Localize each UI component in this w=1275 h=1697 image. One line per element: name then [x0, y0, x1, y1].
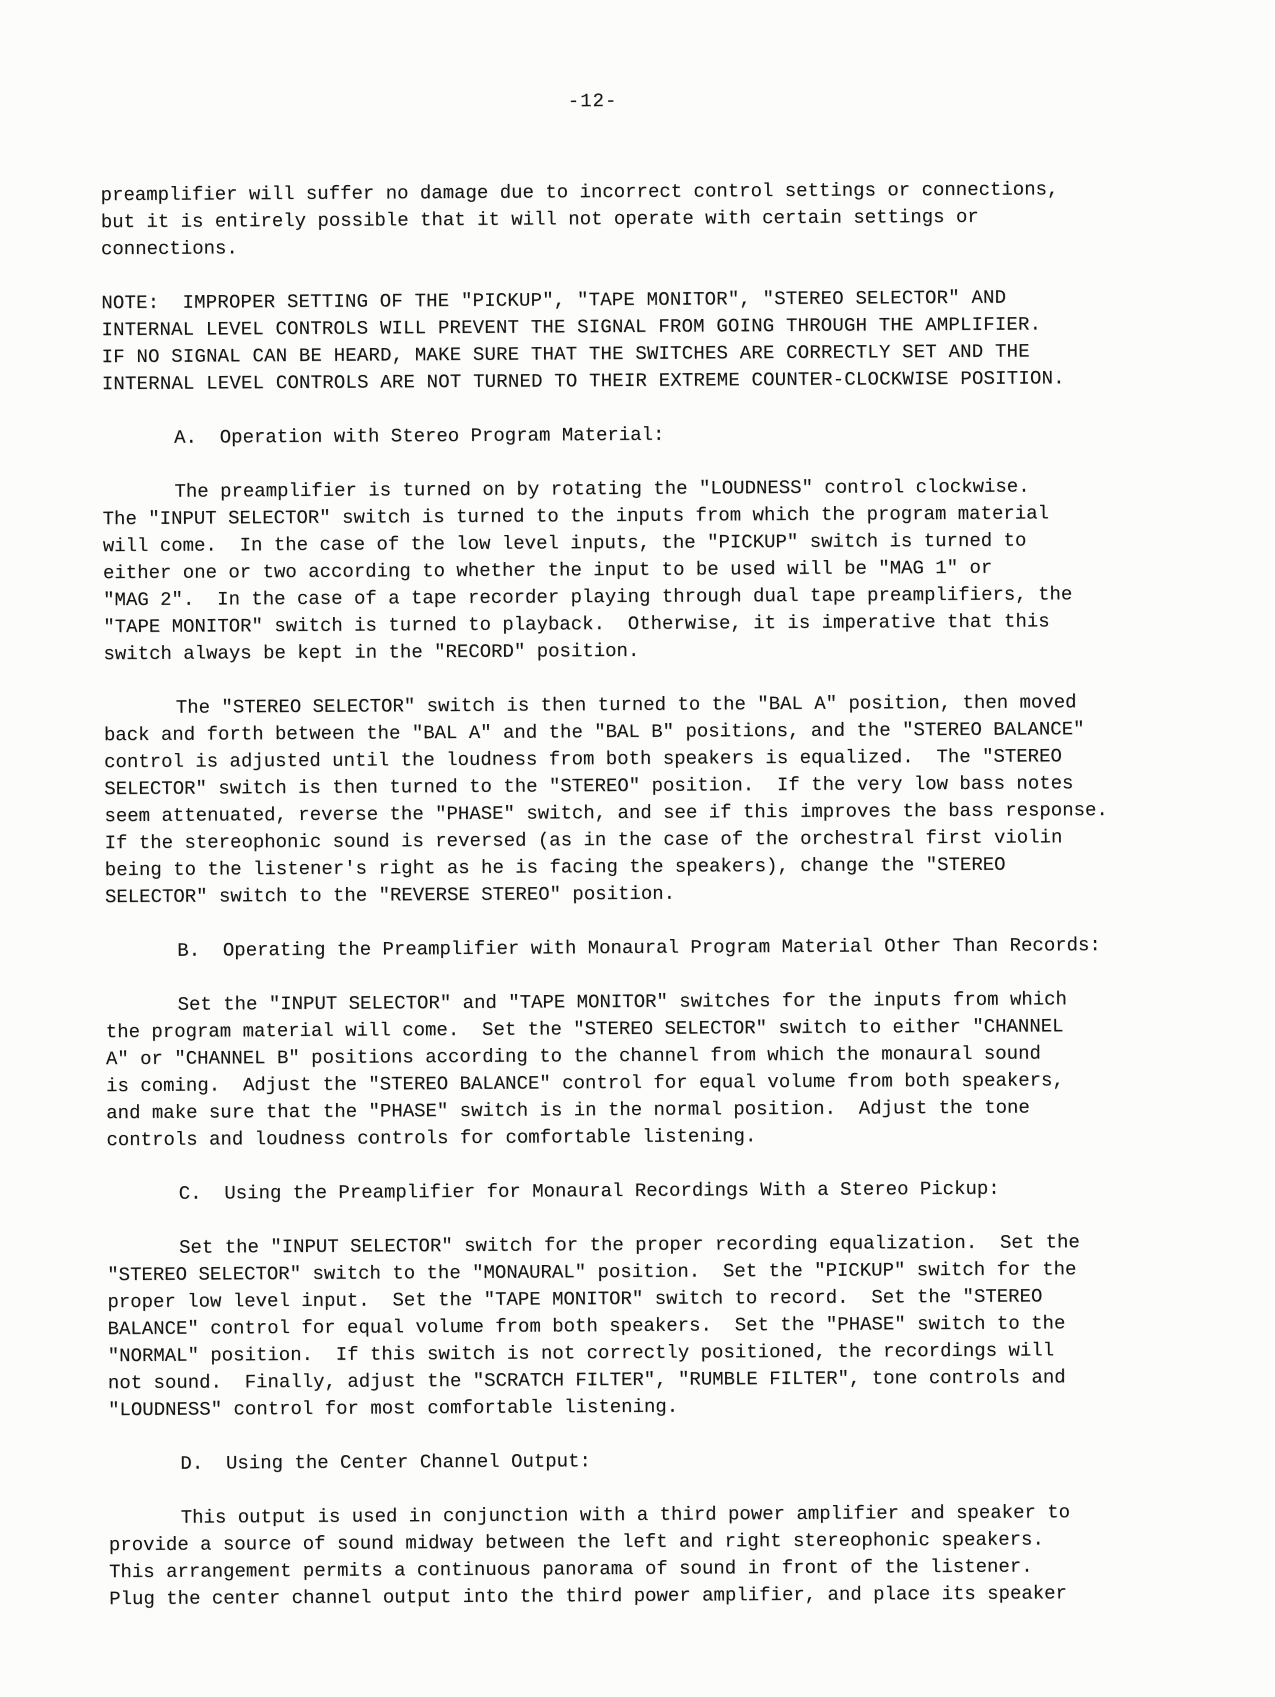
section-heading: C. Using the Preamplifier for Monaural Recordings With a Stereo Pickup:	[178, 1177, 1000, 1205]
body-paragraph: This output is used in conjunction with a third power amplifier and speaker to provide a source of sound midway between the left and right stereophonic speakers. This arrangement permits a continuous panorama of sound in front of the listener. Plug the center channel output into the third power amplifier, and place its speaker	[108, 1501, 1071, 1611]
body-paragraph: The "STEREO SELECTOR" switch is then turned to the "BAL A" position, then moved back and forth between the "BAL A" and the "BAL B" positions, and the "STEREO BALANCE" control is adjusted until the loudness from both speakers is equalized. The "STEREO SELECTOR" switch is then turned to the "STEREO" position. If the very low bass notes seem attenuated, reverse the "PHASE" switch, and see if this improves the bass response. If the stereophonic sound is reversed (as in the case of the orchestral first violin being to the listener's right as he is facing the speakers), change the "STEREO SELECTOR" switch to the "REVERSE STEREO" position.	[103, 691, 1108, 909]
document-content	[101, 176, 1155, 1613]
body-paragraph: The preamplifier is turned on by rotating the "LOUDNESS" control clockwise. The "INPUT SELECTOR" switch is turned to the inputs from which the program material will come. In the case of the low level inputs, the "PICKUP" switch is turned to either one or two according to whether the input to be used will be "MAG 1" or "MAG 2". In the case of a tape recorder playing through dual tape preamplifiers, the "TAPE MONITOR" switch is turned to playback. Otherwise, it is imperative that this switch always be kept in the "RECORD" position.	[102, 475, 1073, 666]
note-paragraph: NOTE: IMPROPER SETTING OF THE "PICKUP", "TAPE MONITOR", "STEREO SELECTOR" AND INTERNAL LEVEL CONTROLS WILL PREVENT THE SIGNAL FROM GOING THROUGH THE AMPLIFIER. IF NO SIGNAL CAN BE HEARD, MAKE SURE THAT THE SWITCHES ARE CORRECTLY SET AND THE INTERNAL LEVEL CONTROLS ARE NOT TURNED TO THEIR EXTREME COUNTER-CLOCKWISE POSITION.	[101, 286, 1065, 396]
page-number: -12-	[567, 90, 618, 113]
section-heading: A. Operation with Stereo Program Material:	[174, 423, 665, 449]
section-heading: B. Operating the Preamplifier with Monaural Program Material Other Than Records:	[177, 934, 1101, 962]
body-paragraph: Set the "INPUT SELECTOR" switch for the proper recording equalization. Set the "STEREO SELECTOR" switch to the "MONAURAL" position. Set the "PICKUP" switch for the proper low level input. Set the "TAPE MONITOR" switch to record. Set the "STEREO BALANCE" control for equal volume from both speakers. Set the "PHASE" switch to the "NORMAL" position. If this switch is not correctly positioned, the recordings will not sound. Finally, adjust the "SCRATCH FILTER", "RUMBLE FILTER", tone controls and "LOUDNESS" control for most comfortable listening.	[107, 1231, 1080, 1422]
body-paragraph: preamplifier will suffer no damage due to incorrect control settings or connections, but it is entirely possible that it will not operate with certain settings or connections.	[100, 178, 1059, 261]
section-heading: D. Using the Center Channel Output:	[180, 1450, 591, 1475]
body-paragraph: Set the "INPUT SELECTOR" and "TAPE MONITOR" switches for the inputs from which the program material will come. Set the "STEREO SELECTOR" switch to either "CHANNEL A" or "CHANNEL B" positions according to the channel from which the monaural sound is coming. Adjust the "STEREO BALANCE" control for equal volume from both speakers, and make sure that the "PHASE" switch is in the normal position. Adjust the tone controls and loudness controls for comfortable listening.	[105, 988, 1068, 1152]
scanned-text-area	[100, 85, 1154, 1613]
